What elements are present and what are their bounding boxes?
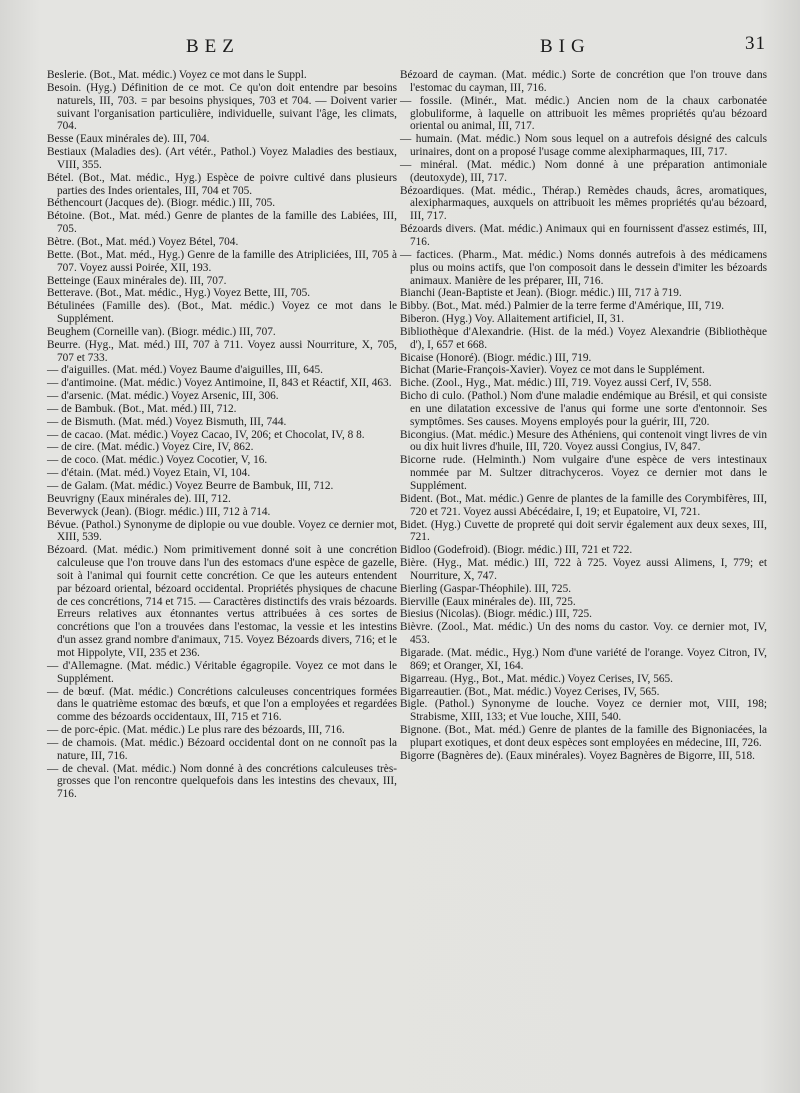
entry-bignone: Bignone. (Bot., Mat. méd.) Genre de plantes de la famille des Bignoniacées, la plupart exotiques, et dont deux espèces sont employées en médecine, III, 726. [400, 724, 767, 749]
right-column [400, 69, 767, 763]
entry-bicorne-rude: Bicorne rude. (Helminth.) Nom vulgaire d'une espèce de vers intestinaux nommée par M. Sultzer ditrachyceros. Voyez ce dernier mot dans le Supplément. [400, 454, 767, 492]
page-number: 31 [745, 33, 766, 54]
entry-bibliotheque: Bibliothèque d'Alexandrie. (Hist. de la méd.) Voyez Alexandrie (Bibliothèque d'), I, 657 et 668. [400, 325, 767, 351]
entry-biche: Biche. (Zool., Hyg., Mat. médic.) III, 719. Voyez aussi Cerf, IV, 558. [400, 377, 712, 390]
entry-bezoard-boeuf: — de bœuf. (Mat. médic.) Concrétions calculeuses concentriques formées dans le quatrième estomac des bœufs, et que l'on a employées et regardées comme des bézoards occidentaux, III, 715 et 716. [47, 685, 397, 724]
entry-bette: Bette. (Bot., Mat. méd., Hyg.) Genre de la famille des Atripliciées, III, 705 à 707. Voyez aussi Poirée, XII, 193. [47, 248, 397, 274]
entry-beurre-aiguilles: — d'aiguilles. (Mat. méd.) Voyez Baume d'aiguilles, III, 645. [47, 364, 323, 377]
entry-betel: Bétel. (Bot., Mat. médic., Hyg.) Espèce de poivre cultivé dans plusieurs parties des Indes orientales, III, 704 et 705. [47, 171, 397, 197]
entry-beurre: Beurre. (Hyg., Mat. méd.) III, 707 à 711. Voyez aussi Nourriture, X, 705, 707 et 733. [47, 338, 397, 364]
entry-beverwyck: Beverwyck (Jean). (Biogr. médic.) III, 712 à 714. [47, 505, 271, 518]
entry-bezoard-chamois: — de chamois. (Mat. médic.) Bézoard occidental dont on ne connoît pas la nature, III, 716. [47, 736, 397, 762]
entry-bezoard-allemagne: — d'Allemagne. (Mat. médic.) Véritable égagropile. Voyez ce mot dans le Supplément. [47, 659, 397, 685]
entry-besse: Besse (Eaux minérales de). III, 704. [47, 133, 210, 146]
entry-bezoard-mineral: — minéral. (Mat. médic.) Nom donné à une préparation antimoniale (deutoxyde), III, 717. [400, 158, 767, 184]
entry-betoine: Bétoine. (Bot., Mat. méd.) Genre de plantes de la famille des Labiées, III, 705. [47, 210, 397, 236]
entry-bezoard-cayman: Bézoard de cayman. (Mat. médic.) Sorte de concrétion que l'on trouve dans l'estomac du cayman, III, 716. [400, 69, 767, 94]
entry-bigarreau: Bigarreau. (Hyg., Bot., Mat. médic.) Voyez Cerises, IV, 565. [400, 672, 673, 685]
entry-betulinees: Bétulinées (Famille des). (Bot., Mat. médic.) Voyez ce mot dans le Supplément. [47, 300, 397, 326]
entry-bidet: Bidet. (Hyg.) Cuvette de propreté qui doit servir également aux deux sexes, III, 721. [400, 518, 767, 544]
running-head-right: BIG [540, 36, 591, 57]
entry-bievre: Bièvre. (Zool., Mat. médic.) Un des noms du castor. Voy. ce dernier mot, IV, 453. [400, 621, 767, 647]
entry-bezoard-cheval: — de cheval. (Mat. médic.) Nom donné à des concrétions calculeuses très-grosses que l'on rencontre quelquefois dans les intestins des chevaux, III, 716. [47, 762, 397, 801]
entry-bident: Bident. (Bot., Mat. médic.) Genre de plantes de la famille des Corymbifères, III, 720 et 721. Voyez aussi Abécédaire, I, 19; et Eupatoire, VI, 721. [400, 492, 767, 518]
entry-betteinge: Betteinge (Eaux minérales de). III, 707. [47, 274, 227, 287]
entry-bicho-di-culo: Bicho di culo. (Pathol.) Nom d'une maladie endémique au Brésil, et qui consiste en une dilatation excessive de l'anus qui forme une sorte d'entonnoir. Ses symptômes. Ses causes. Moyens employés pour la guérir, III, 720. [400, 390, 767, 428]
entry-bierling: Bierling (Gaspar-Théophile). III, 725. [400, 582, 572, 595]
entry-beurre-coco: — de coco. (Mat. médic.) Voyez Cocotier, V, 16. [47, 454, 268, 467]
left-column [47, 69, 397, 801]
entry-bezoards-divers: Bézoards divers. (Mat. médic.) Animaux qui en fournissent d'assez estimés, III, 716. [400, 223, 767, 248]
entry-bestiaux: Bestiaux (Maladies des). (Art vétér., Pathol.) Voyez Maladies des bestiaux, VIII, 355. [47, 146, 397, 171]
entry-bezoard: Bézoard. (Mat. médic.) Nom primitivement donné soit à une concrétion calculeuse que l'on trouve dans l'un des estomacs d'une espèce de gazelle, soit à l'animal qui fournit cette concrétion. Ce que les auteurs entendent par bézoard oriental, bézoard occidental. Propriétés physiques de chacune de ces concrétions, 714 et 715. — Caractères distinctifs des vrais bézoards. Erreurs relatives aux étonnantes vertus attribuées à ces sortes de concrétions que l'on a trouvées dans l'estomac, la vessie et les intestins d'un assez grand nombre d'animaux, 715. Voyez Bézoards divers, 716; et le mot Hippolyte, VII, 235 et 236. [47, 544, 397, 659]
entry-beurre-antimoine: — d'antimoine. (Mat. médic.) Voyez Antimoine, II, 843 et Réactif, XII, 463. [47, 377, 392, 390]
entry-bigarreautier: Bigarreautier. (Bot., Mat. médic.) Voyez Cerises, IV, 565. [400, 685, 660, 698]
entry-bezoard-humain: — humain. (Mat. médic.) Nom sous lequel on a autrefois désigné des calculs urinaires, dont on a proposé l'usage comme alexipharmaques, III, 717. [400, 133, 767, 159]
entry-bigle: Bigle. (Pathol.) Synonyme de louche. Voyez ce dernier mot, VIII, 198; Strabisme, XIII, 133; et Vue louche, XIII, 540. [400, 698, 767, 724]
entry-bianchi: Bianchi (Jean-Baptiste et Jean). (Biogr. médic.) III, 717 à 719. [400, 287, 682, 300]
entry-biesius: Biesius (Nicolas). (Biogr. médic.) III, 725. [400, 608, 593, 621]
entry-beurre-bambuk: — de Bambuk. (Bot., Mat. méd.) III, 712. [47, 402, 237, 415]
entry-beughem: Beughem (Corneille van). (Biogr. médic.) III, 707. [47, 325, 276, 338]
entry-beurre-arsenic: — d'arsenic. (Mat. médic.) Voyez Arsenic, III, 306. [47, 390, 279, 403]
entry-bigarade: Bigarade. (Mat. médic., Hyg.) Nom d'une variété de l'orange. Voyez Citron, IV, 869; et Oranger, XI, 164. [400, 646, 767, 672]
entry-beurre-galam: — de Galam. (Mat. médic.) Voyez Beurre de Bambuk, III, 712. [47, 480, 334, 492]
entry-beslerie: Beslerie. (Bot., Mat. médic.) Voyez ce mot dans le Suppl. [47, 69, 307, 81]
entry-bezoard-porc-epic: — de porc-épic. (Mat. médic.) Le plus rare des bézoards, III, 716. [47, 724, 345, 737]
entry-bezoards-factices: — factices. (Pharm., Mat. médic.) Noms donnés autrefois à des médicamens plus ou moins actifs, que l'on composoit dans le dessein d'imiter les bézoards animaux. Manière de les préparer, III, 716. [400, 248, 767, 287]
entry-bethencourt: Béthencourt (Jacques de). (Biogr. médic.) III, 705. [47, 197, 276, 210]
entry-besoin: Besoin. (Hyg.) Définition de ce mot. Ce qu'on doit entendre par besoins naturels, III, 703. = par besoins physiques, 703 et 704. — Doivent varier suivant l'organisation particulière, individuelle, suivant l'âge, les climats, 704. [47, 81, 397, 133]
entry-bierville: Bierville (Eaux minérales de). III, 725. [400, 595, 576, 608]
entry-bicaise: Bicaise (Honoré). (Biogr. médic.) III, 719. [400, 351, 592, 364]
entry-bezoardiques: Bézoardiques. (Mat. médic., Thérap.) Remèdes chauds, âcres, aromatiques, alexipharmaques, auxquels on attribuoit les mêmes propriétés qu'au bézoard, III, 717. [400, 184, 767, 223]
entry-bichat: Bichat (Marie-François-Xavier). Voyez ce mot dans le Supplément. [400, 364, 705, 377]
entry-bezoard-fossile: — fossile. (Minér., Mat. médic.) Ancien nom de la chaux carbonatée globuliforme, à laquelle on attribuoit les mêmes propriétés qu'au bézoard oriental ou animal, III, 717. [400, 94, 767, 133]
entry-bibby: Bibby. (Bot., Mat. méd.) Palmier de la terre ferme d'Amérique, III, 719. [400, 300, 725, 313]
entry-bevue: Bévue. (Pathol.) Synonyme de diplopie ou vue double. Voyez ce dernier mot, XIII, 539. [47, 518, 397, 544]
entry-beurre-cire: — de cire. (Mat. médic.) Voyez Cire, IV, 862. [47, 441, 254, 454]
entry-betre: Bètre. (Bot., Mat. méd.) Voyez Bétel, 704. [47, 235, 239, 248]
entry-bicongius: Bicongius. (Mat. médic.) Mesure des Athéniens, qui contenoit vingt livres de vin ou dix huit livres d'huile, III, 720. Voyez aussi Congius, IV, 847. [400, 428, 767, 454]
entry-biere: Bière. (Hyg., Mat. médic.) III, 722 à 725. Voyez aussi Alimens, I, 779; et Nourriture, X, 747. [400, 557, 767, 582]
running-head-left: BEZ [186, 36, 240, 57]
entry-beuvrigny: Beuvrigny (Eaux minérales de). III, 712. [47, 492, 231, 505]
entry-biberon: Biberon. (Hyg.) Voy. Allaitement artificiel, II, 31. [400, 313, 625, 326]
entry-betterave: Betterave. (Bot., Mat. médic., Hyg.) Voyez Bette, III, 705. [47, 287, 311, 300]
entry-bigorre: Bigorre (Bagnères de). (Eaux minérales). Voyez Bagnères de Bigorre, III, 518. [400, 749, 755, 762]
entry-beurre-etain: — d'étain. (Mat. méd.) Voyez Etain, VI, 104. [47, 467, 251, 480]
entry-beurre-cacao: — de cacao. (Mat. médic.) Voyez Cacao, IV, 206; et Chocolat, IV, 8 8. [47, 428, 365, 441]
entry-beurre-bismuth: — de Bismuth. (Mat. méd.) Voyez Bismuth, III, 744. [47, 415, 287, 428]
entry-bidloo: Bidloo (Godefroid). (Biogr. médic.) III, 721 et 722. [400, 544, 633, 557]
